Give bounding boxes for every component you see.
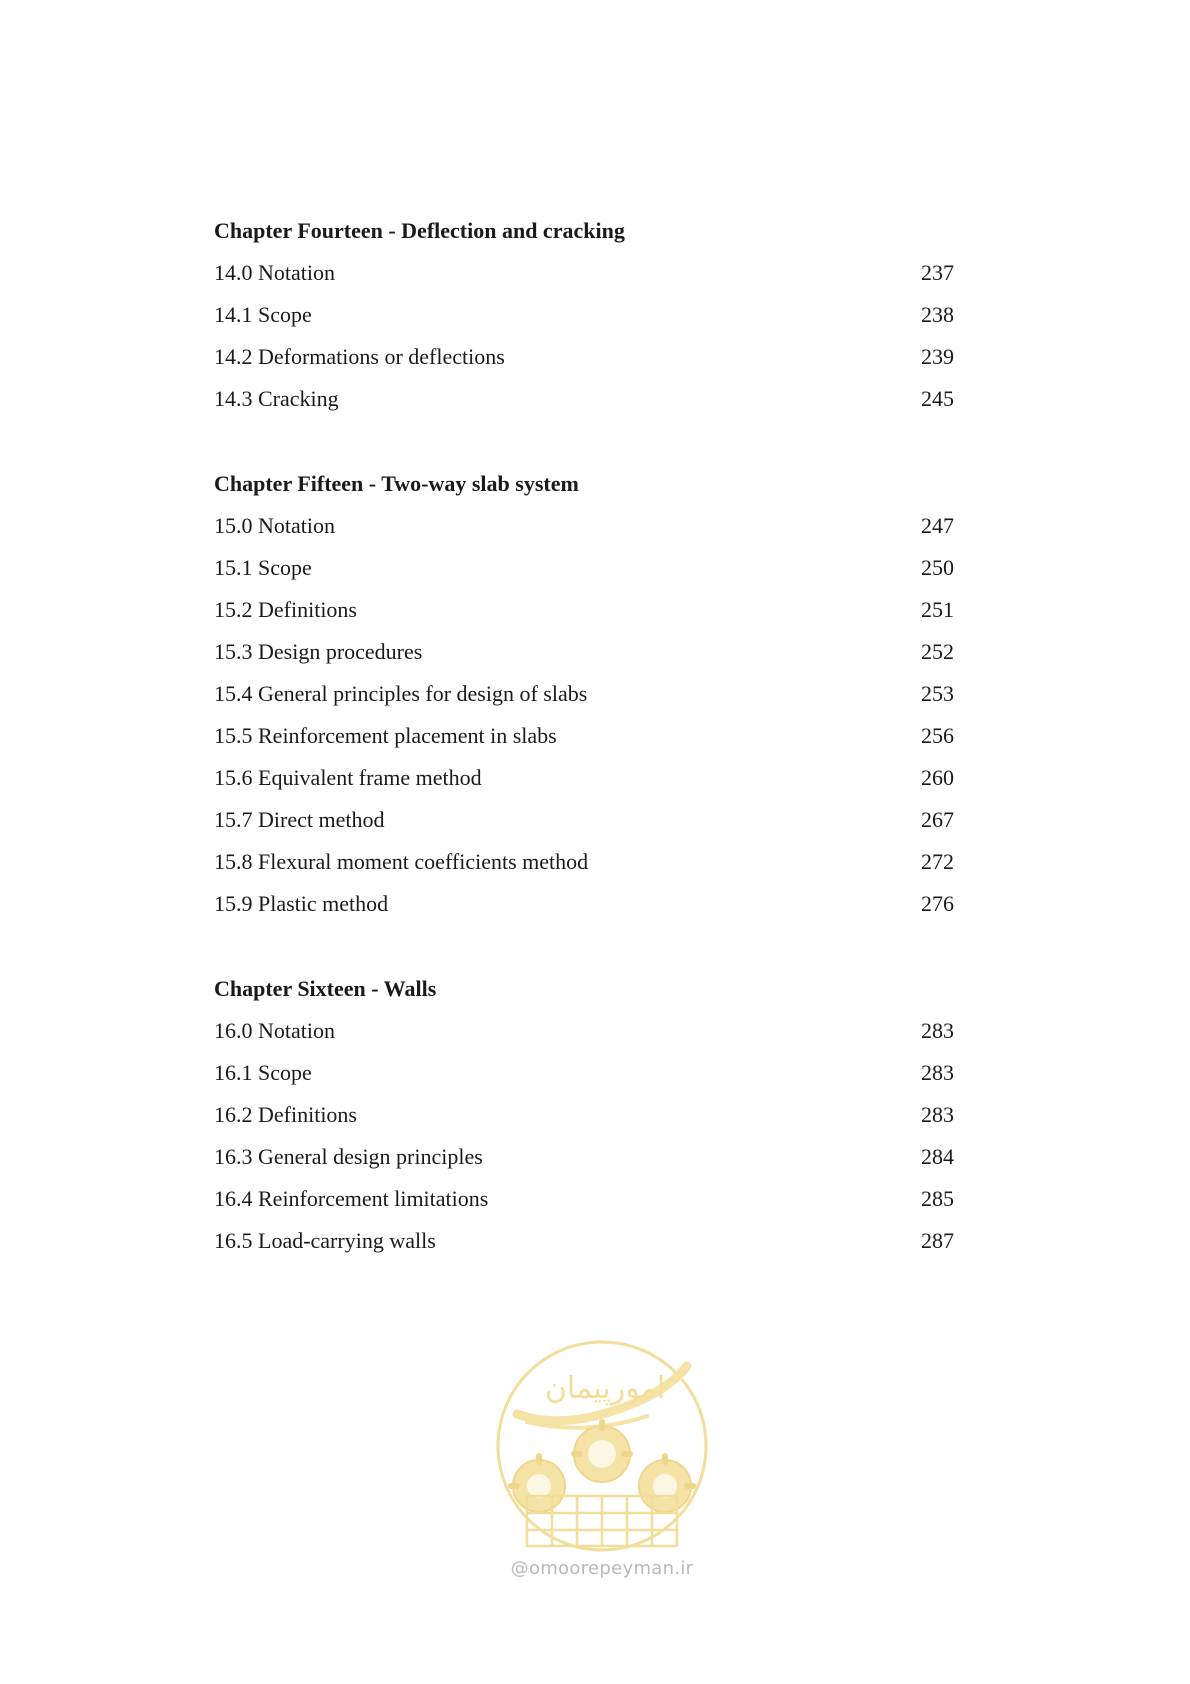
toc-entry (214, 1178, 954, 1220)
toc-entry (214, 1052, 954, 1094)
entry-label: 15.2 Definitions (214, 597, 357, 622)
entry-page: 237 (921, 260, 954, 285)
entry-page: 267 (921, 807, 954, 832)
entry-page: 283 (921, 1018, 954, 1043)
toc-entry (214, 1094, 954, 1136)
chapter-sixteen (214, 968, 954, 1262)
entry-page: 283 (921, 1060, 954, 1085)
entry-label: 15.4 General principles for design of slabs (214, 681, 588, 706)
toc-entry (214, 799, 954, 841)
toc-entry (214, 841, 954, 883)
gears-seal-icon (487, 1336, 717, 1558)
toc-entry (214, 883, 954, 925)
entry-page: 283 (921, 1102, 954, 1127)
chapter-fourteen (214, 210, 954, 420)
entry-label: 15.9 Plastic method (214, 891, 389, 916)
toc-entry (214, 252, 954, 294)
entry-page: 276 (921, 891, 954, 916)
entry-label: 16.1 Scope (214, 1060, 312, 1085)
entry-page: 285 (921, 1186, 954, 1211)
toc-entry (214, 294, 954, 336)
entry-label: 15.6 Equivalent frame method (214, 765, 482, 790)
entry-page: 253 (921, 681, 954, 706)
entry-label: 16.3 General design principles (214, 1144, 483, 1169)
entry-label: 16.0 Notation (214, 1018, 335, 1043)
entry-page: 256 (921, 723, 954, 748)
watermark-logo (487, 1336, 717, 1582)
toc-entry (214, 1220, 954, 1262)
toc-entry (214, 1010, 954, 1052)
entry-label: 15.1 Scope (214, 555, 312, 580)
entry-label: 15.3 Design procedures (214, 639, 423, 664)
entry-label: 16.5 Load-carrying walls (214, 1228, 436, 1253)
entry-page: 250 (921, 555, 954, 580)
toc-entry (214, 631, 954, 673)
entry-label: 15.5 Reinforcement placement in slabs (214, 723, 557, 748)
entry-page: 252 (921, 639, 954, 664)
toc-entry (214, 673, 954, 715)
toc-entry (214, 1136, 954, 1178)
entry-label: 15.7 Direct method (214, 807, 385, 832)
table-of-contents (214, 210, 954, 1305)
entry-label: 14.1 Scope (214, 302, 312, 327)
entry-label: 14.3 Cracking (214, 386, 339, 411)
entry-page: 247 (921, 513, 954, 538)
entry-page: 245 (921, 386, 954, 411)
entry-label: 16.2 Definitions (214, 1102, 357, 1127)
entry-page: 239 (921, 344, 954, 369)
toc-entry (214, 589, 954, 631)
chapter-title: Chapter Sixteen - Walls (214, 976, 437, 1001)
entry-label: 15.8 Flexural moment coefficients method (214, 849, 589, 874)
entry-label: 16.4 Reinforcement limitations (214, 1186, 489, 1211)
entry-page: 272 (921, 849, 954, 874)
watermark-site-text: @omoorepeyman.ir (510, 1558, 694, 1579)
entry-page: 238 (921, 302, 954, 327)
chapter-title: Chapter Fourteen - Deflection and cracking (214, 218, 625, 243)
toc-entry (214, 378, 954, 420)
watermark-script: امورپیمان (544, 1371, 666, 1406)
entry-label: 15.0 Notation (214, 513, 335, 538)
entry-page: 284 (921, 1144, 954, 1169)
entry-page: 287 (921, 1228, 954, 1253)
entry-page: 251 (921, 597, 954, 622)
entry-page: 260 (921, 765, 954, 790)
entry-label: 14.2 Deformations or deflections (214, 344, 505, 369)
chapter-fifteen (214, 463, 954, 925)
toc-entry (214, 547, 954, 589)
toc-entry (214, 505, 954, 547)
toc-entry (214, 757, 954, 799)
entry-label: 14.0 Notation (214, 260, 335, 285)
toc-entry (214, 715, 954, 757)
toc-entry (214, 336, 954, 378)
chapter-title: Chapter Fifteen - Two-way slab system (214, 471, 579, 496)
